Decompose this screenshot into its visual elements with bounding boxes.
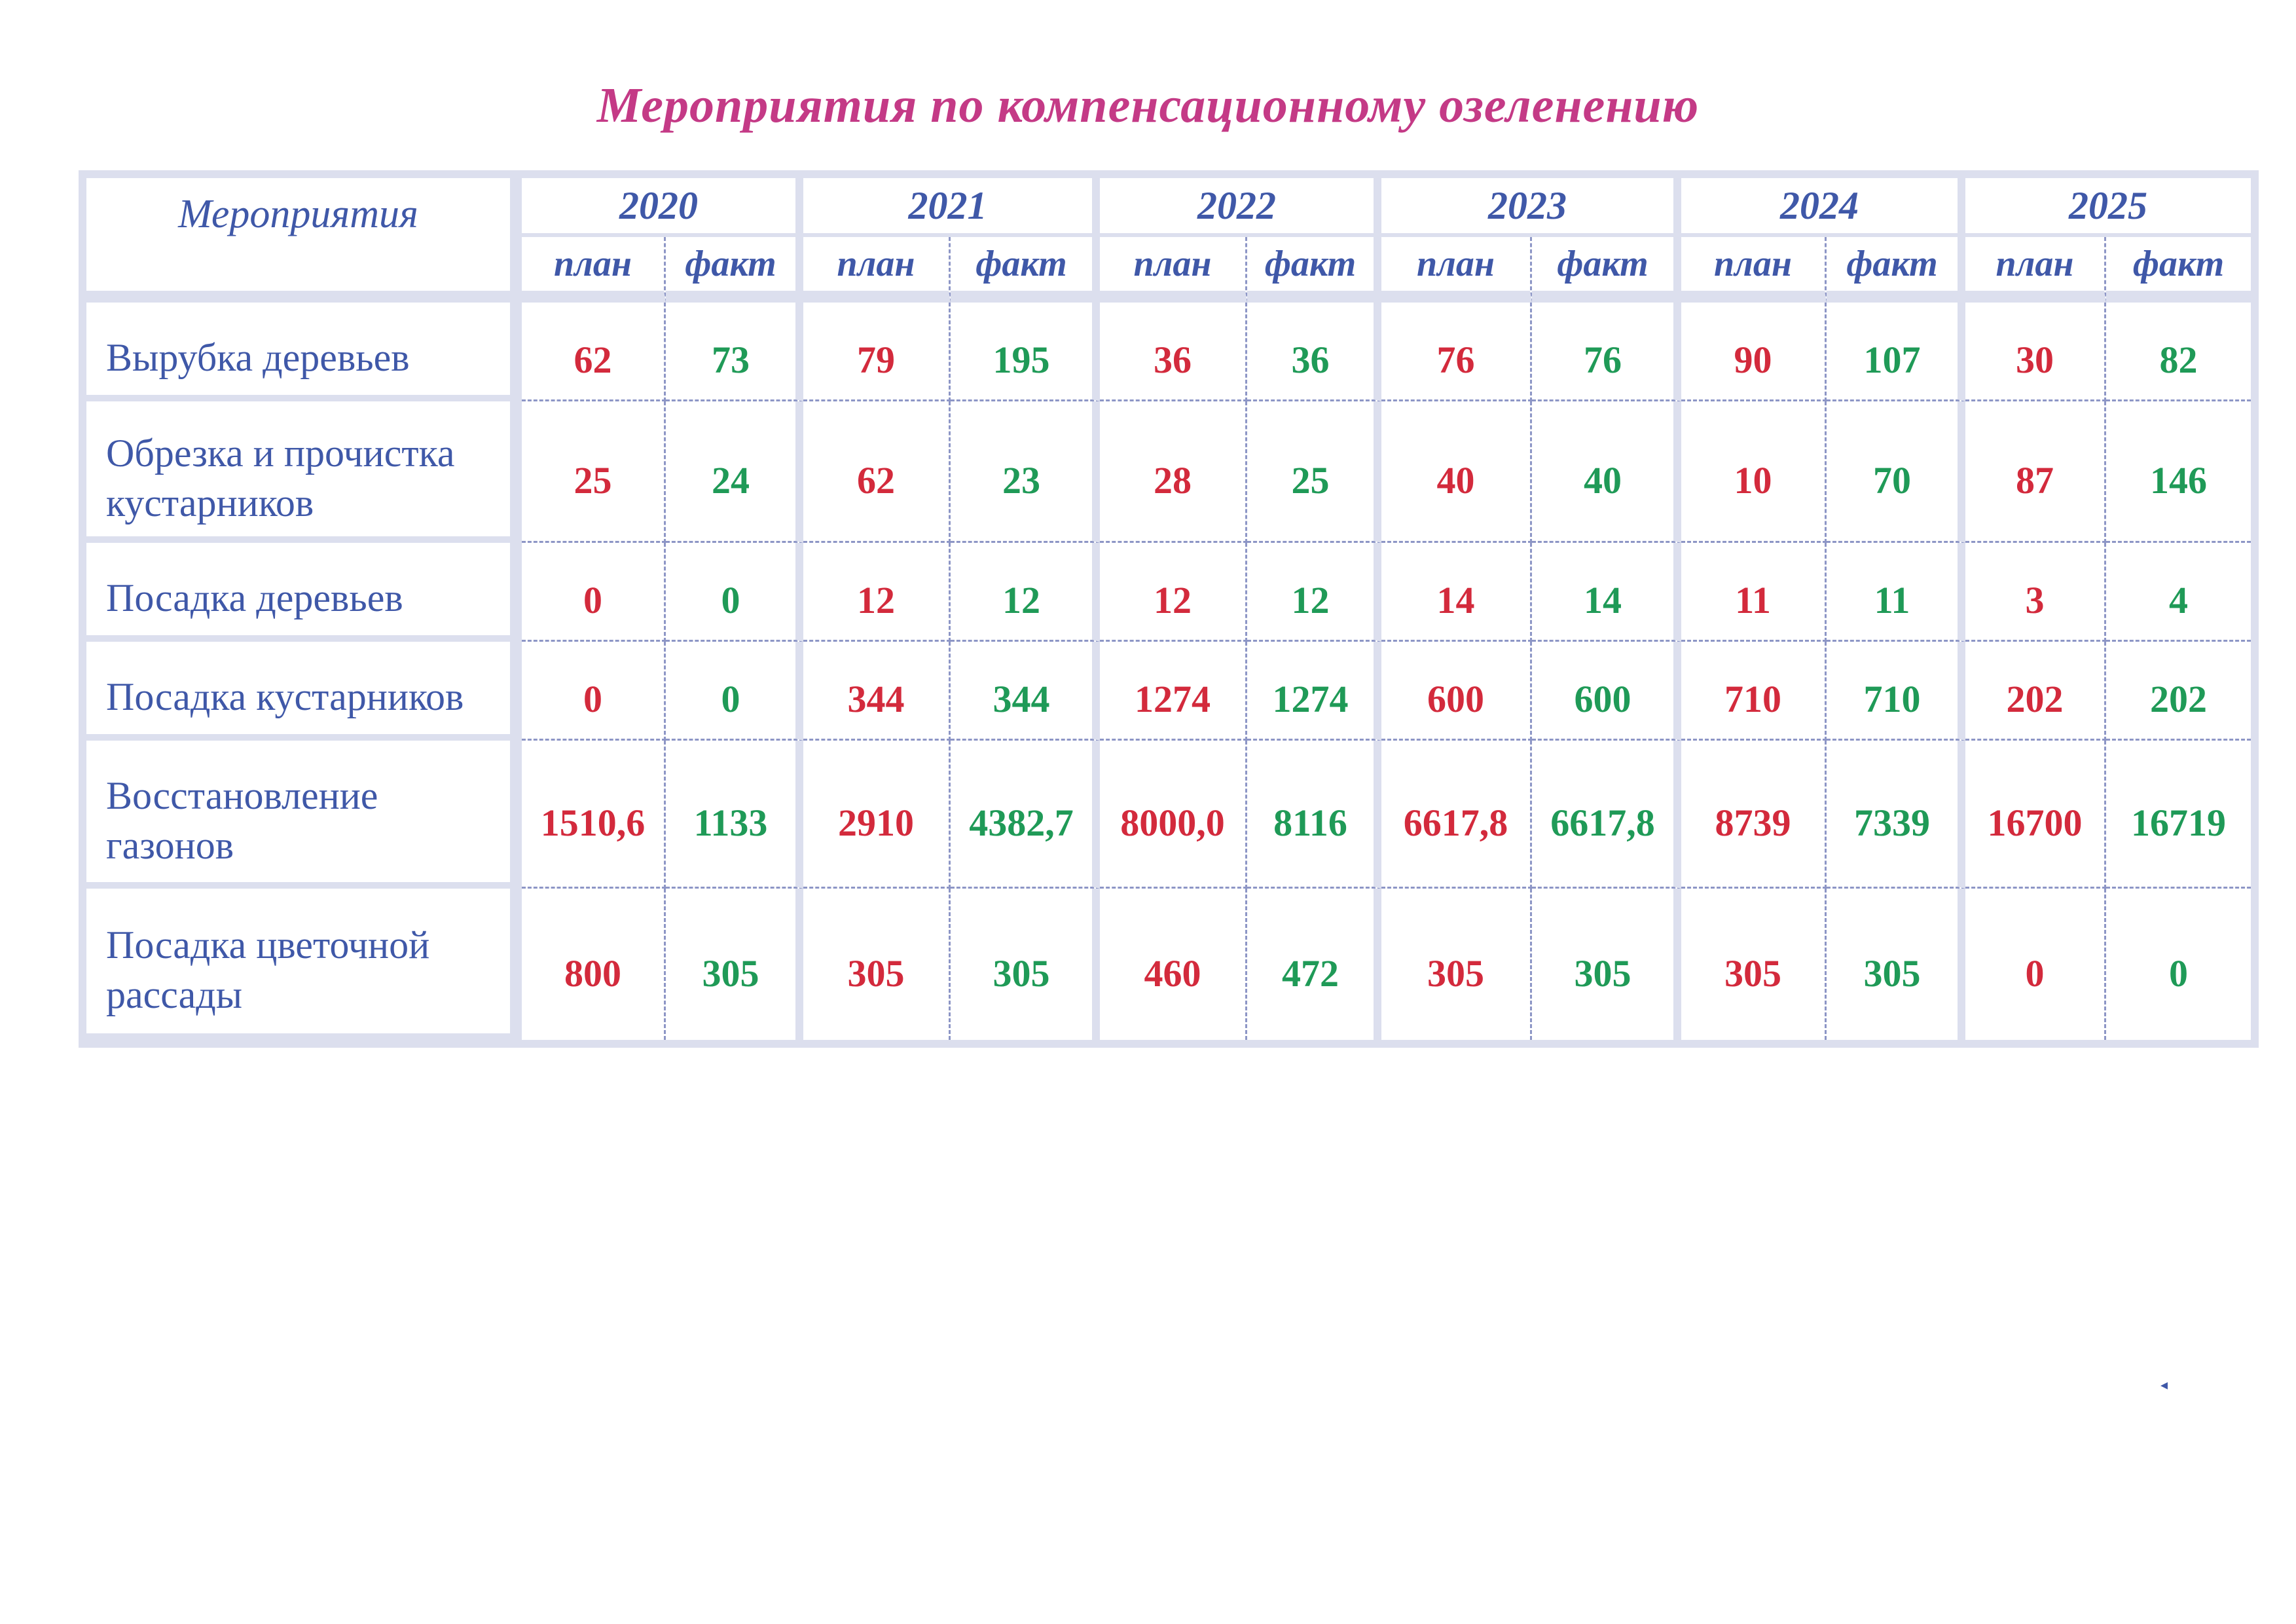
plan-value: 0 xyxy=(1965,889,2106,1040)
fact-header: факт xyxy=(951,237,1100,303)
table-row xyxy=(86,741,2251,889)
fact-value: 0 xyxy=(2169,951,2188,995)
fact-value: 4 xyxy=(2106,543,2251,642)
plan-header: план xyxy=(1100,237,1247,303)
fact-value: 472 xyxy=(1247,889,1381,1040)
column-header-activities: Мероприятия xyxy=(86,178,522,303)
plan-value: 79 xyxy=(803,303,951,401)
plan-value: 62 xyxy=(803,401,951,543)
fact-value: 6617,8 xyxy=(1532,741,1681,889)
table-row xyxy=(86,401,2251,543)
fact-value: 305 xyxy=(1827,889,1965,1040)
fact-value: 107 xyxy=(1827,303,1965,401)
plan-value: 12 xyxy=(803,543,951,642)
fact-value: 0 xyxy=(666,543,803,642)
year-header-row xyxy=(86,178,2251,237)
plan-value: 305 xyxy=(1681,889,1827,1040)
plan-value: 76 xyxy=(1381,303,1532,401)
fact-header: факт xyxy=(666,237,803,303)
year-header: 2025 xyxy=(1965,178,2251,237)
fact-value: 305 xyxy=(666,889,803,1040)
fact-value: 0 xyxy=(666,642,803,741)
plan-header: план xyxy=(1681,237,1827,303)
table-row xyxy=(86,303,2251,401)
activity-label-line: Посадка цветочной xyxy=(106,923,430,967)
plan-value: 344 xyxy=(803,642,951,741)
year-header: 2020 xyxy=(522,178,803,237)
plan-value: 11 xyxy=(1681,543,1827,642)
activity-label-line: Вырубка деревьев xyxy=(106,336,410,380)
year-header: 2024 xyxy=(1681,178,1965,237)
fact-value: 40 xyxy=(1532,401,1681,543)
fact-value: 12 xyxy=(1247,543,1381,642)
activity-label-line: кустарников xyxy=(106,481,314,525)
fact-value: 305 xyxy=(1532,889,1681,1040)
plan-value: 30 xyxy=(1965,303,2106,401)
fact-value: 16719 xyxy=(2106,741,2251,889)
activity-label-line: рассады xyxy=(106,973,243,1017)
plan-value: 460 xyxy=(1100,889,1247,1040)
fact-value: 344 xyxy=(951,642,1100,741)
activity-label-line: Обрезка и прочистка xyxy=(106,431,455,475)
activity-label xyxy=(86,889,522,1040)
fact-value: 25 xyxy=(1247,401,1381,543)
table-row xyxy=(86,642,2251,741)
fact-value: 202 xyxy=(2106,642,2251,741)
fact-header: факт xyxy=(1247,237,1381,303)
green-compensation-table xyxy=(86,178,2251,1040)
fact-header: факт xyxy=(2106,237,2251,303)
fact-value: 14 xyxy=(1532,543,1681,642)
table-row xyxy=(86,889,2251,1040)
year-header: 2022 xyxy=(1100,178,1381,237)
fact-value: 1133 xyxy=(666,741,803,889)
plan-header: план xyxy=(1381,237,1532,303)
plan-header: план xyxy=(1965,237,2106,303)
plan-value: 6617,8 xyxy=(1381,741,1532,889)
fact-value: 70 xyxy=(1827,401,1965,543)
plan-value: 1274 xyxy=(1100,642,1247,741)
fact-value: 76 xyxy=(1532,303,1681,401)
activity-label-line: Восстановление xyxy=(106,773,378,817)
activity-label xyxy=(86,741,522,889)
plan-value: 202 xyxy=(1965,642,2106,741)
plan-header: план xyxy=(803,237,951,303)
activity-label xyxy=(86,401,522,543)
activity-label xyxy=(86,543,522,642)
plan-value: 0 xyxy=(522,642,666,741)
table-row xyxy=(86,543,2251,642)
fact-value: 710 xyxy=(1827,642,1965,741)
plan-value: 800 xyxy=(522,889,666,1040)
fact-value: 600 xyxy=(1532,642,1681,741)
plan-value: 25 xyxy=(522,401,666,543)
table-body xyxy=(86,303,2251,1040)
plan-header: план xyxy=(522,237,666,303)
fact-value: 195 xyxy=(951,303,1100,401)
fact-value: 7339 xyxy=(1827,741,1965,889)
fact-value: 1274 xyxy=(1247,642,1381,741)
fact-value: 146 xyxy=(2106,401,2251,543)
fact-value: 12 xyxy=(951,543,1100,642)
plan-value: 305 xyxy=(1381,889,1532,1040)
plan-value: 14 xyxy=(1381,543,1532,642)
fact-value: 24 xyxy=(666,401,803,543)
plan-value: 2910 xyxy=(803,741,951,889)
fact-header: факт xyxy=(1827,237,1965,303)
year-header: 2023 xyxy=(1381,178,1681,237)
year-header: 2021 xyxy=(803,178,1100,237)
scan-speck: ◂ xyxy=(2160,1376,2168,1393)
plan-value: 600 xyxy=(1381,642,1532,741)
plan-value: 0 xyxy=(522,543,666,642)
plan-value: 40 xyxy=(1381,401,1532,543)
page-title: Мероприятия по компенсационному озеленению xyxy=(596,78,1700,133)
activity-label xyxy=(86,642,522,741)
activity-label-line: газонов xyxy=(106,823,234,867)
plan-value: 1510,6 xyxy=(522,741,666,889)
plan-value: 16700 xyxy=(1965,741,2106,889)
plan-value: 28 xyxy=(1100,401,1247,543)
plan-value: 90 xyxy=(1681,303,1827,401)
plan-value: 36 xyxy=(1100,303,1247,401)
plan-value: 8739 xyxy=(1681,741,1827,889)
plan-value: 10 xyxy=(1681,401,1827,543)
activity-label-line: Посадка кустарников xyxy=(106,675,464,719)
plan-value: 305 xyxy=(803,889,951,1040)
fact-value: 8116 xyxy=(1247,741,1381,889)
fact-value: 11 xyxy=(1827,543,1965,642)
activity-label xyxy=(86,303,522,401)
fact-value: 305 xyxy=(951,889,1100,1040)
plan-value: 3 xyxy=(1965,543,2106,642)
fact-value: 73 xyxy=(666,303,803,401)
plan-value: 12 xyxy=(1100,543,1247,642)
fact-header: факт xyxy=(1532,237,1681,303)
table-frame xyxy=(79,170,2259,1048)
fact-value: 82 xyxy=(2106,303,2251,401)
plan-value: 87 xyxy=(1965,401,2106,543)
fact-value: 4382,7 xyxy=(951,741,1100,889)
plan-value: 62 xyxy=(522,303,666,401)
plan-value: 710 xyxy=(1681,642,1827,741)
activity-label-line: Посадка деревьев xyxy=(106,576,403,620)
fact-value: 23 xyxy=(951,401,1100,543)
plan-value: 8000,0 xyxy=(1100,741,1247,889)
fact-value: 36 xyxy=(1247,303,1381,401)
